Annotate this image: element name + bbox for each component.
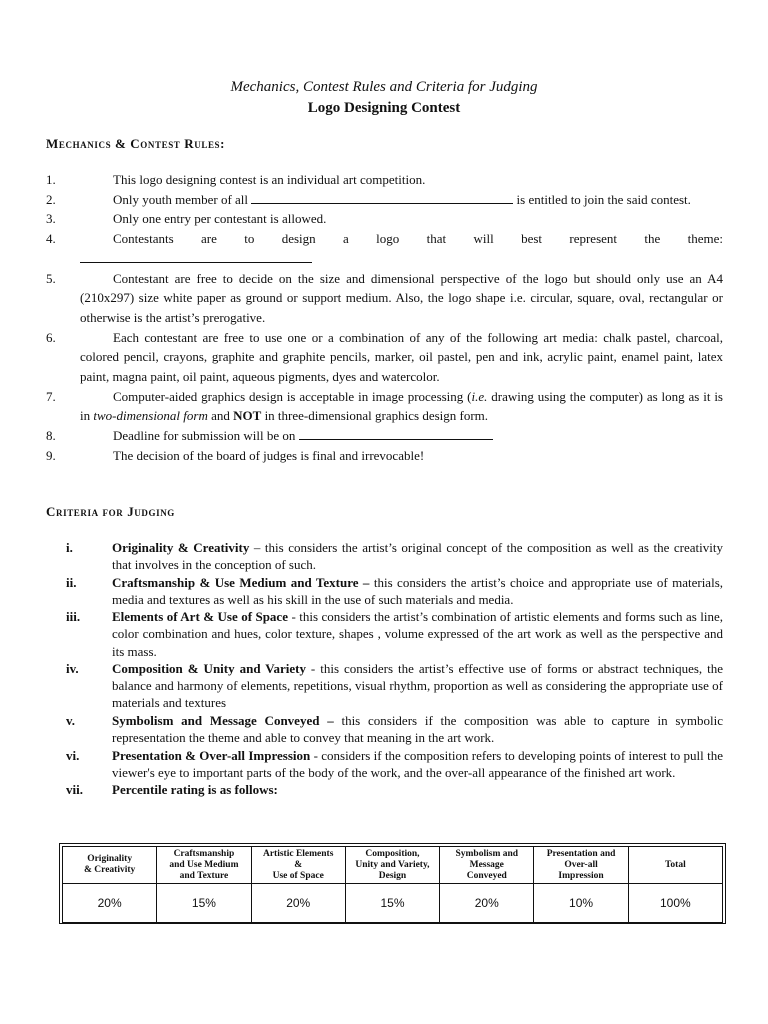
criteria-item <box>66 608 723 659</box>
rule-item <box>46 209 723 229</box>
criteria-title: Symbolism and Message Conveyed – <box>112 712 334 728</box>
rating-header-cell: Artistic Elements & Use of Space <box>251 847 345 884</box>
rule-item <box>46 190 723 210</box>
rule-text: Computer-aided graphics design is acceptable in image processing ( <box>113 388 472 404</box>
rule-item <box>46 229 723 268</box>
rule-number: 1. <box>46 172 56 187</box>
rule-item <box>46 446 723 466</box>
document-subtitle: Logo Designing Contest <box>307 100 461 116</box>
rating-header-cell: Originality & Creativity <box>63 847 157 884</box>
criteria-number: i. <box>66 540 73 555</box>
rule-text: in three-dimensional graphics design form. <box>261 408 489 424</box>
criteria-item <box>66 660 723 711</box>
rule-text: is entitled to join the said contest. <box>513 191 691 207</box>
criteria-number: iv. <box>66 661 79 677</box>
criteria-text: - this considers the artist’s effective use of forms or abstract techniques, the balance and harmony of elements, repetitions, visual rhythm, proportion as well as considering the appropriate use of materials and textures <box>112 661 723 711</box>
criteria-text: - this considers the artist’s combination of artistic elements and forms such as line, color combination and hues, color texture, shapes , volume expressed of the art work as well as the perspective and its mass. <box>112 609 724 659</box>
criteria-item <box>66 781 723 798</box>
rule-item <box>46 170 723 190</box>
rule-text-italic: two-dimensional form <box>93 408 208 424</box>
document-title: Mechanics, Contest Rules and Criteria for Judging <box>230 79 538 95</box>
rule-item <box>46 387 723 426</box>
deadline-blank <box>299 427 493 440</box>
rating-value-cell: 100% <box>628 884 722 923</box>
theme-blank <box>80 250 312 263</box>
rating-value-cell: 10% <box>534 884 628 923</box>
rule-text: and <box>207 408 234 424</box>
rule-number: 2. <box>46 191 56 207</box>
rule-text: drawing using the computer) as long as it is in <box>80 388 723 424</box>
criteria-number: vi. <box>66 747 80 763</box>
criteria-number: v. <box>66 712 76 728</box>
rule-text-italic: i.e. <box>471 388 488 404</box>
criteria-item <box>66 712 723 746</box>
rating-header-cell: Craftsmanship and Use Medium and Texture <box>157 847 251 884</box>
rule-item <box>46 328 723 387</box>
rule-text: Deadline for submission will be on <box>113 428 296 444</box>
rating-header-cell: Presentation and Over-all Impression <box>534 847 628 884</box>
criteria-title: Craftsmanship & Use Medium and Texture – <box>112 574 370 590</box>
fill-in-blank <box>251 191 513 204</box>
rule-number: 4. <box>46 231 56 247</box>
rating-table <box>62 846 723 923</box>
criteria-number: ii. <box>66 574 77 590</box>
criteria-list <box>66 539 723 798</box>
rating-header-cell: Symbolism and Message Conveyed <box>440 847 534 884</box>
criteria-title: Percentile rating is as follows: <box>112 782 278 798</box>
mechanics-heading: Mechanics & Contest Rules: <box>46 136 226 151</box>
criteria-item <box>66 747 723 781</box>
rule-text: This logo designing contest is an individual art competition. <box>113 172 426 187</box>
criteria-text: this considers if the composition was able to capture in symbolic representation the theme and able to convey that meaning in the art work. <box>112 712 723 746</box>
rating-header-cell: Composition, Unity and Variety, Design <box>345 847 439 884</box>
criteria-number: vii. <box>66 782 83 798</box>
criteria-title: Composition & Unity and Variety <box>112 661 306 677</box>
criteria-title: Elements of Art & Use of Space <box>112 609 288 625</box>
rating-header-cell: Total <box>628 847 722 884</box>
criteria-text: - considers if the composition refers to developing points of interest to pull the viewer's eye to important parts of the body of the work, and the over-all appearance of the finished art work. <box>112 747 723 780</box>
rating-value-cell: 20% <box>63 884 157 923</box>
rule-text: The decision of the board of judges is final and irrevocable! <box>113 447 425 463</box>
criteria-title: Originality & Creativity <box>112 540 250 555</box>
rating-value-cell: 20% <box>251 884 345 923</box>
rule-number: 7. <box>46 388 56 404</box>
criteria-item <box>66 539 723 573</box>
rules-list <box>46 170 723 466</box>
rule-item <box>46 269 723 328</box>
rule-text: Only youth member of all <box>113 191 252 207</box>
rule-text-bold: NOT <box>233 408 262 424</box>
rule-text: Only one entry per contestant is allowed. <box>113 211 327 227</box>
criteria-text: this considers the artist’s choice and appropriate use of materials, media and textures as well as his skill in the use of such materials and media. <box>112 574 723 607</box>
criteria-text: – this considers the artist’s original concept of the composition as well as the creativity that involves in the conception of such. <box>112 540 723 573</box>
rule-text: Contestant are free to decide on the size and dimensional perspective of the logo but should only use an A4 (210x297) size white paper as ground or support medium. Also, the logo shape i.e. circular, square, oval, rectangular or otherwise is the artist’s prerogative. <box>80 270 723 325</box>
rating-header-row <box>63 847 723 884</box>
criteria-item <box>66 574 723 608</box>
criteria-title: Presentation & Over-all Impression <box>112 747 311 763</box>
rating-value-cell: 15% <box>157 884 251 923</box>
criteria-number: iii. <box>66 609 81 625</box>
rule-number: 5. <box>46 270 56 286</box>
rating-value-cell: 20% <box>440 884 534 923</box>
rule-number: 8. <box>46 428 56 444</box>
rule-text: Contestants are to design a logo that will best represent the theme: <box>113 231 723 247</box>
rule-number: 3. <box>46 211 56 227</box>
rating-value-row <box>63 884 723 923</box>
rating-value-cell: 15% <box>345 884 439 923</box>
rule-number: 9. <box>46 447 56 463</box>
rule-text: Each contestant are free to use one or a combination of any of the following art media: chalk pastel, charcoal, colored pencil, crayons, graphite and graphite pencils, marker, oil pastel, pen and ink, acrylic paint, enamel paint, latex paint, magna paint, oil paint, aqueous pigments, dyes and watercolor. <box>80 329 723 385</box>
criteria-heading: Criteria for Judging <box>46 504 175 519</box>
rule-item <box>46 426 723 446</box>
rule-number: 6. <box>46 329 56 345</box>
